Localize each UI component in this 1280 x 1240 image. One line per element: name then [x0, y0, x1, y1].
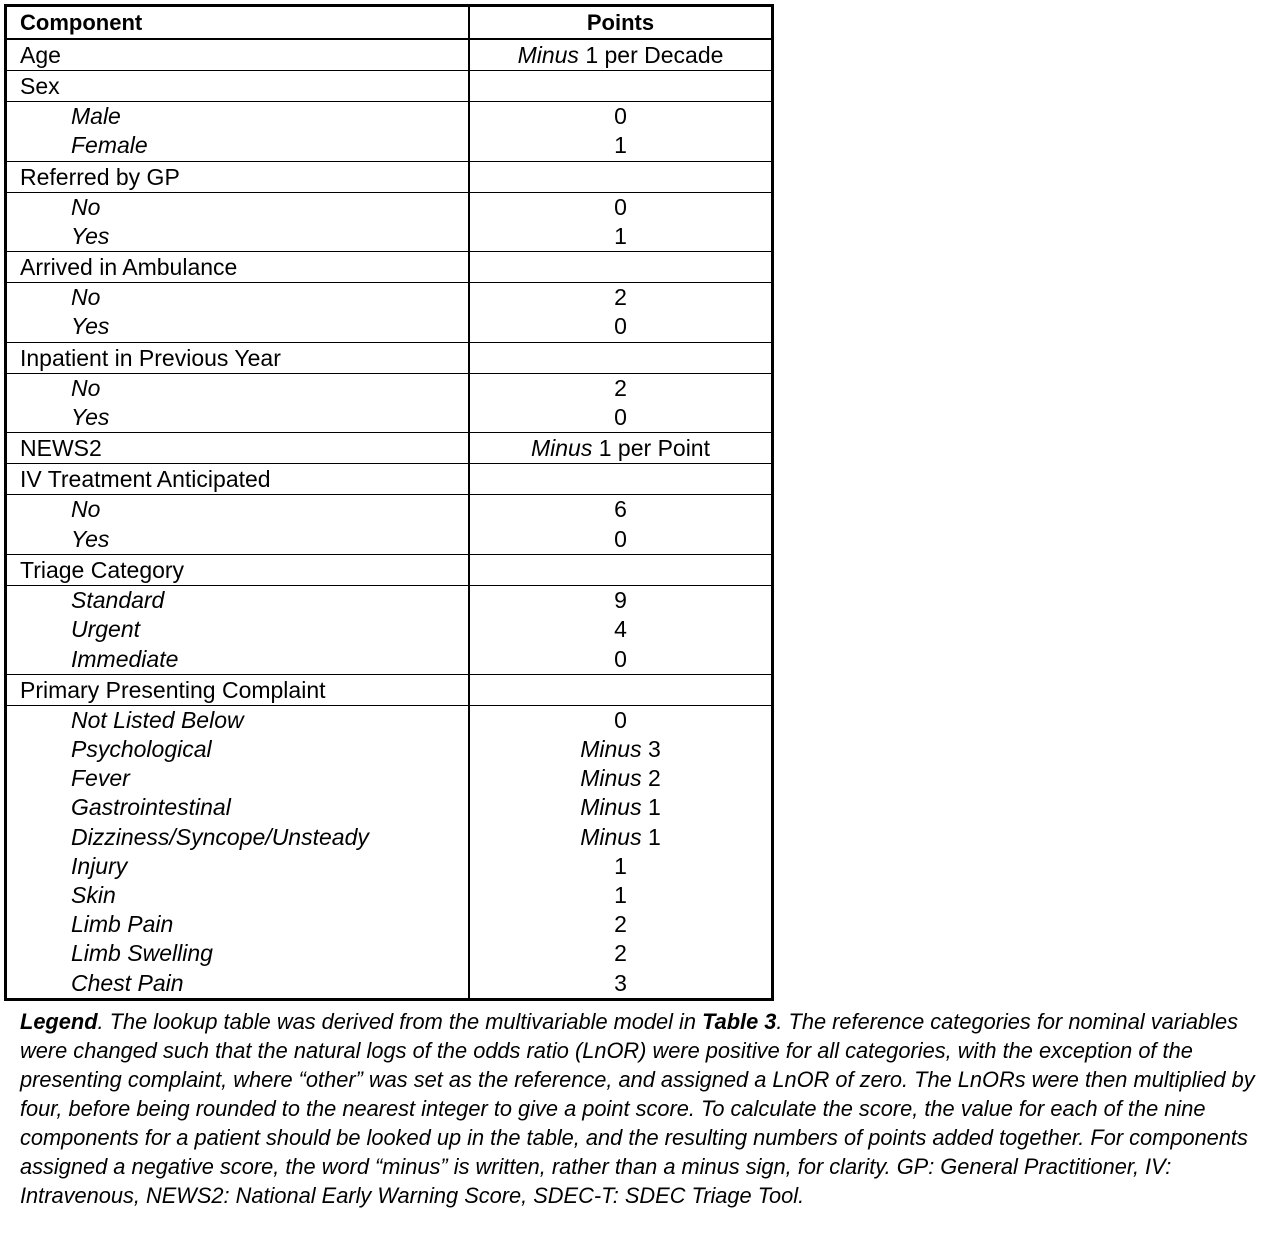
category-row — [7, 969, 771, 998]
points-value: 1 — [641, 794, 661, 821]
category-label: No — [7, 495, 470, 524]
category-label: Urgent — [7, 615, 470, 644]
category-label: Psychological — [7, 735, 470, 764]
component-label: Inpatient in Previous Year — [7, 343, 470, 373]
category-points — [470, 222, 771, 251]
component-row — [7, 252, 771, 283]
points-value: 2 — [614, 911, 627, 938]
category-points — [470, 735, 771, 764]
category-label: Female — [7, 131, 470, 160]
category-label: Yes — [7, 222, 470, 251]
points-value: 6 — [614, 496, 627, 523]
category-label: Chest Pain — [7, 969, 470, 998]
component-row — [7, 40, 771, 70]
points-prefix: Minus — [580, 794, 642, 821]
component-label: Age — [7, 40, 470, 70]
category-points — [470, 706, 771, 735]
category-row — [7, 495, 771, 524]
component-label: Triage Category — [7, 555, 470, 585]
category-points — [470, 283, 771, 312]
category-row — [7, 102, 771, 131]
component-points — [470, 343, 771, 373]
category-row — [7, 586, 771, 615]
component-row — [7, 433, 771, 463]
category-label: Limb Pain — [7, 910, 470, 939]
category-label: No — [7, 193, 470, 222]
points-value: 2 — [614, 284, 627, 311]
header-points: Points — [586, 10, 655, 35]
category-row — [7, 735, 771, 764]
component-group — [7, 251, 771, 342]
category-row — [7, 881, 771, 910]
points-value: 1 per Decade — [578, 42, 724, 68]
category-points — [470, 969, 771, 998]
category-label: Male — [7, 102, 470, 131]
legend-text-1: . The lookup table was derived from the multivariable model in — [97, 1009, 703, 1034]
component-row — [7, 71, 771, 102]
component-row — [7, 675, 771, 706]
category-points — [470, 525, 771, 554]
component-points — [470, 464, 771, 494]
component-label: Arrived in Ambulance — [7, 252, 470, 282]
points-value: 0 — [614, 706, 627, 733]
component-row — [7, 464, 771, 495]
legend-label: Legend — [20, 1009, 98, 1034]
category-points — [470, 852, 771, 881]
points-prefix: Minus — [580, 765, 642, 792]
component-group — [7, 463, 771, 554]
points-value: 0 — [614, 313, 627, 340]
category-points — [470, 823, 771, 852]
header-component: Component — [7, 7, 470, 38]
component-group — [7, 674, 771, 998]
category-points — [470, 102, 771, 131]
component-label: NEWS2 — [7, 433, 470, 463]
component-row — [7, 343, 771, 374]
component-points — [470, 555, 771, 585]
points-value: 1 — [641, 823, 661, 850]
points-value: 0 — [614, 645, 627, 672]
category-label: Dizziness/Syncope/Unsteady — [7, 823, 470, 852]
component-label: IV Treatment Anticipated — [7, 464, 470, 494]
component-points — [470, 252, 771, 282]
points-value: 1 per Point — [592, 435, 710, 462]
category-points — [470, 645, 771, 674]
component-group — [7, 161, 771, 252]
component-label: Sex — [7, 71, 470, 101]
category-points — [470, 910, 771, 939]
legend-table-ref: Table 3 — [702, 1009, 777, 1034]
component-group — [7, 554, 771, 674]
points-value: 0 — [614, 193, 627, 220]
category-points — [470, 193, 771, 222]
component-points — [470, 433, 771, 463]
component-row — [7, 162, 771, 193]
component-group — [7, 342, 771, 433]
category-points — [470, 615, 771, 644]
points-prefix: Minus — [580, 823, 642, 850]
category-row — [7, 403, 771, 432]
category-points — [470, 764, 771, 793]
category-points — [470, 131, 771, 160]
points-value: 1 — [614, 132, 627, 159]
points-value: 1 — [614, 881, 627, 908]
category-label: No — [7, 283, 470, 312]
component-row — [7, 555, 771, 586]
category-label: No — [7, 374, 470, 403]
component-group — [7, 40, 771, 70]
category-label: Yes — [7, 525, 470, 554]
points-value: 0 — [614, 525, 627, 552]
points-value: 2 — [641, 765, 661, 792]
category-label: Yes — [7, 403, 470, 432]
category-row — [7, 645, 771, 674]
points-value: 2 — [614, 374, 627, 401]
category-points — [470, 374, 771, 403]
category-points — [470, 403, 771, 432]
points-value: 3 — [614, 969, 627, 996]
legend-text-2: . The reference categories for nominal variables were changed such that the natural logs of the odds ratio (LnOR) were positive for all categories, with the exception of the presenting complaint, where “other” was set as the reference, and assigned a LnOR of zero. The LnORs were then multiplied by four, before being rounded to the nearest integer to give a point score. To calculate the score, the value for each of the nine components for a patient should be looked up in the table, and the resulting numbers of points added together. For components assigned a negative score, the word “minus” is written, rather than a minus sign, for clarity. GP: General Practitioner, IV: Intravenous, NEWS2: National Early Warning Score, SDEC-T: SDEC Triage Tool. — [20, 1009, 1255, 1208]
category-row — [7, 939, 771, 968]
category-label: Gastrointestinal — [7, 793, 470, 822]
category-row — [7, 374, 771, 403]
points-value: 0 — [614, 103, 627, 129]
category-row — [7, 312, 771, 341]
category-row — [7, 222, 771, 251]
points-value: 3 — [641, 736, 661, 763]
points-value: 4 — [614, 616, 627, 643]
category-row — [7, 823, 771, 852]
category-label: Injury — [7, 852, 470, 881]
category-points — [470, 939, 771, 968]
component-group — [7, 432, 771, 463]
category-label: Yes — [7, 312, 470, 341]
category-row — [7, 852, 771, 881]
category-points — [470, 586, 771, 615]
points-prefix: Minus — [580, 736, 642, 763]
category-row — [7, 910, 771, 939]
points-lookup-table — [4, 4, 774, 1001]
points-value: 1 — [614, 852, 627, 879]
points-value: 2 — [614, 940, 627, 967]
category-label: Fever — [7, 764, 470, 793]
category-label: Skin — [7, 881, 470, 910]
table-legend — [20, 1007, 1280, 1210]
category-row — [7, 706, 771, 735]
category-points — [470, 495, 771, 524]
category-row — [7, 615, 771, 644]
category-row — [7, 193, 771, 222]
category-row — [7, 764, 771, 793]
category-points — [470, 312, 771, 341]
category-label: Immediate — [7, 645, 470, 674]
component-points — [470, 162, 771, 192]
component-points — [470, 71, 771, 101]
points-prefix: Minus — [517, 42, 579, 68]
component-points — [470, 40, 771, 70]
table-body — [7, 40, 771, 998]
component-group — [7, 70, 771, 161]
category-label: Standard — [7, 586, 470, 615]
category-points — [470, 793, 771, 822]
category-label: Limb Swelling — [7, 939, 470, 968]
table-header — [7, 7, 771, 40]
category-row — [7, 525, 771, 554]
component-label: Referred by GP — [7, 162, 470, 192]
points-prefix: Minus — [531, 435, 593, 462]
component-points — [470, 675, 771, 705]
category-label: Not Listed Below — [7, 706, 470, 735]
component-label: Primary Presenting Complaint — [7, 675, 470, 705]
points-value: 9 — [614, 586, 627, 613]
points-value: 0 — [614, 404, 627, 431]
category-points — [470, 881, 771, 910]
category-row — [7, 793, 771, 822]
points-value: 1 — [614, 222, 627, 249]
category-row — [7, 283, 771, 312]
category-row — [7, 131, 771, 160]
